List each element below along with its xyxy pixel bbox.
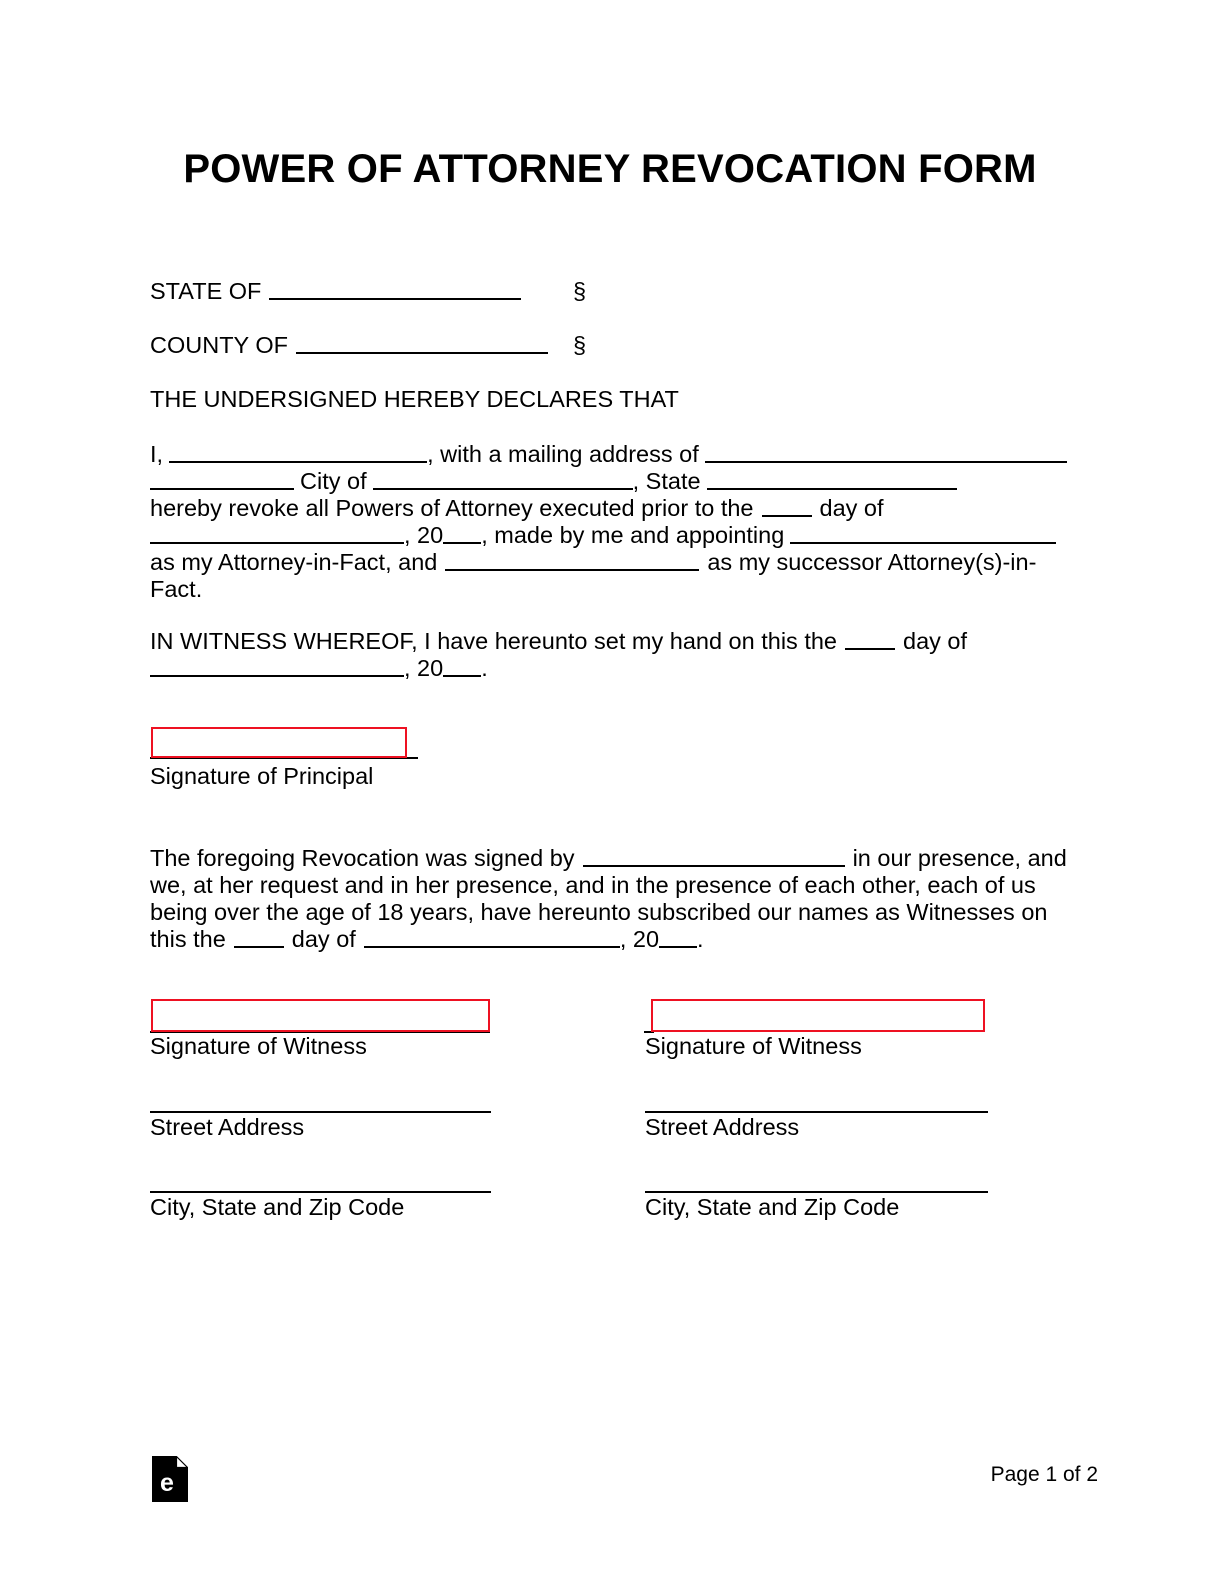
witness-whereof-year-prefix: , 20: [404, 655, 444, 681]
witness-1-city-label: City, State and Zip Code: [150, 1194, 405, 1220]
state-blank[interactable]: [707, 468, 957, 490]
day-of-label: day of: [819, 495, 884, 521]
state-of-blank[interactable]: [269, 278, 521, 300]
witness-1-street-line: [150, 1111, 491, 1113]
witness-2-street-label: Street Address: [645, 1114, 800, 1140]
year-blank[interactable]: [443, 522, 481, 544]
successor-attorney-blank[interactable]: [445, 549, 699, 571]
city-of-label: City of: [300, 468, 367, 494]
state-of-label: STATE OF: [150, 278, 262, 304]
attestation-year-blank[interactable]: [659, 926, 697, 948]
page-title: POWER OF ATTORNEY REVOCATION FORM: [183, 147, 1037, 191]
attorney-in-fact-blank[interactable]: [790, 522, 1056, 544]
month-blank[interactable]: [150, 522, 404, 544]
witness-whereof-line-1: [150, 628, 1068, 655]
witness-whereof-month-blank[interactable]: [150, 655, 404, 677]
attestation-this-the-label: this the: [150, 926, 226, 952]
principal-name-blank[interactable]: [169, 441, 427, 463]
revocation-line-3: [150, 495, 1068, 522]
witness-2-signature-label: Signature of Witness: [645, 1033, 862, 1059]
witness-2-signature-field[interactable]: [651, 999, 985, 1032]
attestation-paragraph: [150, 845, 1068, 953]
attestation-day-blank[interactable]: [234, 926, 284, 948]
eforms-logo[interactable]: [152, 1456, 188, 1502]
state-section-symbol: §: [573, 278, 587, 304]
attestation-line-4: [150, 926, 1068, 953]
revocation-mailing-label: , with a mailing address of: [427, 441, 699, 467]
witness-1-signature-label: Signature of Witness: [150, 1033, 367, 1059]
attestation-line-2: we, at her request and in her presence, and in the presence of each other, each of us: [150, 872, 1036, 898]
state-label-inline: , State: [632, 468, 701, 494]
county-section-symbol: §: [573, 332, 587, 358]
attestation-month-blank[interactable]: [364, 926, 620, 948]
mailing-address-blank-cont[interactable]: [150, 468, 294, 490]
state-of-row: [150, 278, 521, 305]
revocation-line-4: [150, 522, 1068, 549]
witness-whereof-period: .: [481, 655, 488, 681]
logo-letter: e: [160, 1469, 174, 1497]
attestation-line-3: being over the age of 18 years, have hereunto subscribed our names as Witnesses on: [150, 899, 1048, 925]
successor-label: as my successor Attorney(s)-in-: [707, 549, 1037, 575]
attestation-year-prefix: , 20: [619, 926, 660, 952]
attestation-presence-label: in our presence, and: [852, 845, 1067, 871]
witness-whereof-day-blank[interactable]: [845, 628, 895, 650]
witness-2-street-line: [645, 1111, 988, 1113]
revocation-i-label: I,: [150, 441, 164, 467]
witness-2-city-line: [645, 1191, 988, 1193]
witness-whereof-line-2: [150, 655, 1068, 682]
page-number: Page 1 of 2: [990, 1463, 1098, 1486]
county-of-blank[interactable]: [296, 332, 548, 354]
revoke-text: hereby revoke all Powers of Attorney executed prior to the: [150, 495, 754, 521]
revocation-line-6: Fact.: [150, 576, 203, 602]
declaration-line: THE UNDERSIGNED HEREBY DECLARES THAT: [150, 386, 679, 412]
witness-whereof-paragraph: [150, 628, 1068, 682]
revocation-line-2: [150, 468, 1068, 495]
attorney-in-fact-label: as my Attorney-in-Fact, and: [150, 549, 438, 575]
revocation-line-1: [150, 441, 1068, 468]
mailing-address-blank[interactable]: [705, 441, 1067, 463]
attestation-signer-blank[interactable]: [583, 845, 845, 867]
county-of-label: COUNTY OF: [150, 332, 288, 358]
day-blank[interactable]: [762, 495, 812, 517]
principal-signature-field[interactable]: [151, 727, 407, 758]
witness-1-signature-field[interactable]: [151, 999, 490, 1032]
city-blank[interactable]: [373, 468, 633, 490]
witness-2-city-label: City, State and Zip Code: [645, 1194, 900, 1220]
attestation-line-1: [150, 845, 1068, 872]
witness-1-street-label: Street Address: [150, 1114, 305, 1140]
witness-1-city-line: [150, 1191, 491, 1193]
revocation-line-5: [150, 549, 1068, 576]
principal-signature-label: Signature of Principal: [150, 763, 374, 789]
attestation-signed-by-label: The foregoing Revocation was signed by: [150, 845, 575, 871]
witness-whereof-year-blank[interactable]: [443, 655, 481, 677]
attestation-period: .: [697, 926, 704, 952]
witness-whereof-day-of: day of: [903, 628, 968, 654]
attestation-day-of-label: day of: [291, 926, 356, 952]
county-of-row: [150, 332, 548, 359]
made-by-me-label: , made by me and appointing: [481, 522, 785, 548]
witness-whereof-text: IN WITNESS WHEREOF, I have hereunto set my hand on this the: [150, 628, 837, 654]
revocation-paragraph: [150, 441, 1068, 603]
year-prefix: , 20: [404, 522, 444, 548]
